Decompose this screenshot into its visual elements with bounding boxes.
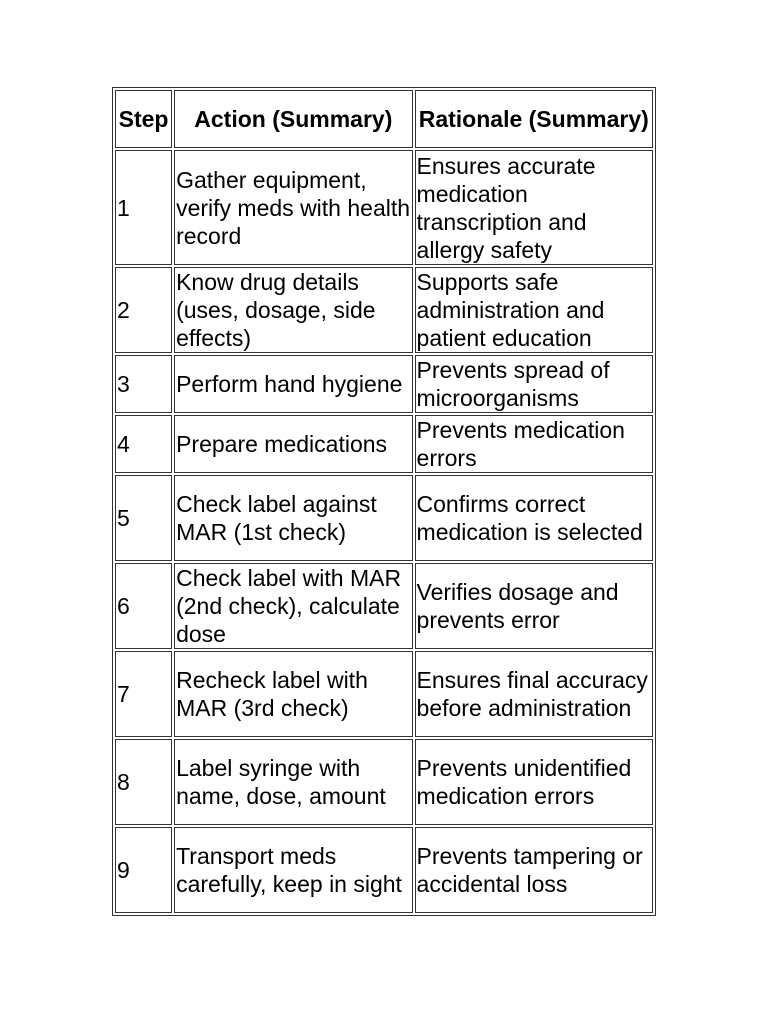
action-cell: Know drug details (uses, dosage, side effects)	[174, 267, 412, 353]
rationale-cell: Prevents spread of microorganisms	[415, 355, 653, 413]
table-row	[115, 415, 653, 473]
action-cell: Gather equipment, verify meds with health record	[174, 150, 412, 265]
step-cell: 5	[115, 475, 172, 561]
header-action: Action (Summary)	[174, 90, 412, 148]
action-cell: Check label with MAR (2nd check), calculate dose	[174, 563, 412, 649]
rationale-cell: Prevents medication errors	[415, 415, 653, 473]
step-cell: 4	[115, 415, 172, 473]
action-cell: Prepare medications	[174, 415, 412, 473]
rationale-cell: Ensures accurate medication transcription and allergy safety	[415, 150, 653, 265]
step-cell: 1	[115, 150, 172, 265]
header-rationale: Rationale (Summary)	[415, 90, 653, 148]
table-row	[115, 150, 653, 265]
rationale-cell: Supports safe administration and patient education	[415, 267, 653, 353]
table-row	[115, 827, 653, 913]
rationale-cell: Ensures final accuracy before administration	[415, 651, 653, 737]
rationale-cell: Verifies dosage and prevents error	[415, 563, 653, 649]
table-row	[115, 267, 653, 353]
step-cell: 9	[115, 827, 172, 913]
step-cell: 6	[115, 563, 172, 649]
rationale-cell: Confirms correct medication is selected	[415, 475, 653, 561]
step-cell: 3	[115, 355, 172, 413]
step-cell: 7	[115, 651, 172, 737]
procedure-table-container	[112, 87, 656, 916]
header-row	[115, 90, 653, 148]
table-row	[115, 475, 653, 561]
step-cell: 8	[115, 739, 172, 825]
action-cell: Label syringe with name, dose, amount	[174, 739, 412, 825]
action-cell: Perform hand hygiene	[174, 355, 412, 413]
action-cell: Recheck label with MAR (3rd check)	[174, 651, 412, 737]
action-cell: Transport meds carefully, keep in sight	[174, 827, 412, 913]
table-row	[115, 651, 653, 737]
procedure-table	[112, 87, 656, 916]
step-cell: 2	[115, 267, 172, 353]
rationale-cell: Prevents tampering or accidental loss	[415, 827, 653, 913]
table-row	[115, 355, 653, 413]
table-row	[115, 739, 653, 825]
header-step: Step	[115, 90, 172, 148]
table-row	[115, 563, 653, 649]
action-cell: Check label against MAR (1st check)	[174, 475, 412, 561]
rationale-cell: Prevents unidentified medication errors	[415, 739, 653, 825]
